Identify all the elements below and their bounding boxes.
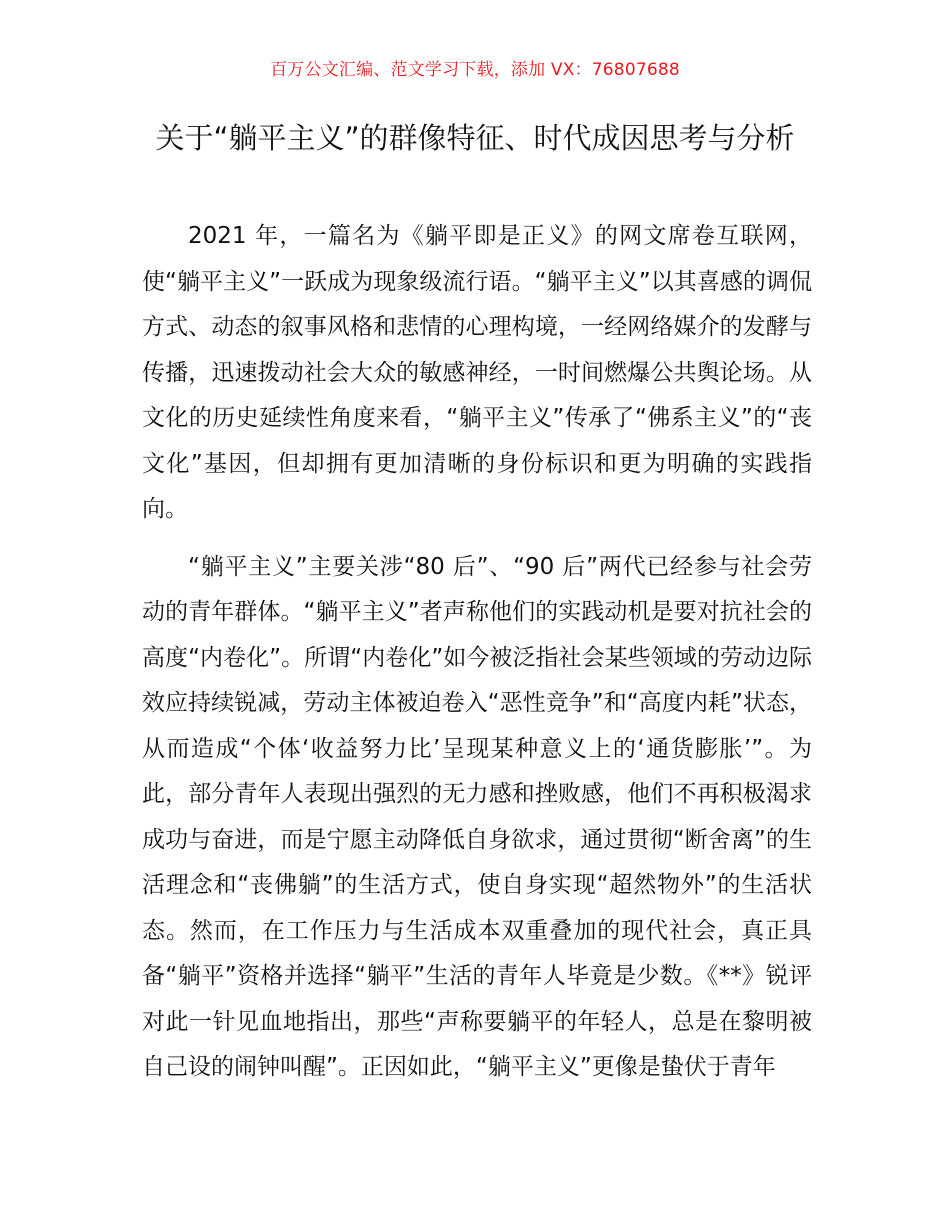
paragraph: 2021 年，一篇名为《躺平即是正义》的网文席卷互联网，使“躺平主义”一跃成为现象级流行语。“躺平主义”以其喜感的调侃方式、动态的叙事风格和悲情的心理构境，一经网络媒介的发酵与传播，迅速拨动社会大众的敏感神经，一时间燃爆公共舆论场。从文化的历史延续性角度来看，“躺平主义”传承了“佛系主义”的“丧文化”基因，但却拥有更加清晰的身份标识和更为明确的实践指向。 — [142, 223, 812, 522]
watermark-header: 百万公文汇编、范文学习下载，添加 VX：76807688 — [270, 60, 680, 80]
document-body — [142, 214, 812, 1091]
document-title: 关于“躺平主义”的群像特征、时代成因思考与分析 — [155, 121, 795, 155]
paragraph: “躺平主义”主要关涉“80 后”、“90 后”两代已经参与社会劳动的青年群体。“躺平主义”者声称他们的实践动机是要对抗社会的高度“内卷化”。所谓“内卷化”如今被泛指社会某些领域的劳动边际效应持续锐减，劳动主体被迫卷入“恶性竞争”和“高度内耗”状态，从而造成“个体‘收益努力比’呈现某种意义上的‘通货膨胀’”。为此，部分青年人表现出强烈的无力感和挫败感，他们不再积极渴求成功与奋进，而是宁愿主动降低自身欲求，通过贯彻“断舍离”的生活理念和“丧佛躺”的生活方式，使自身实现“超然物外”的生活状态。然而，在工作压力与生活成本双重叠加的现代社会，真正具备“躺平”资格并选择“躺平”生活的青年人毕竟是少数。《**》锐评对此一针见血地指出，那些“声称要躺平的年轻人，总是在黎明被自己设的闹钟叫醒”。正因如此，“躺平主义”更像是蛰伏于青年 — [142, 553, 812, 1080]
